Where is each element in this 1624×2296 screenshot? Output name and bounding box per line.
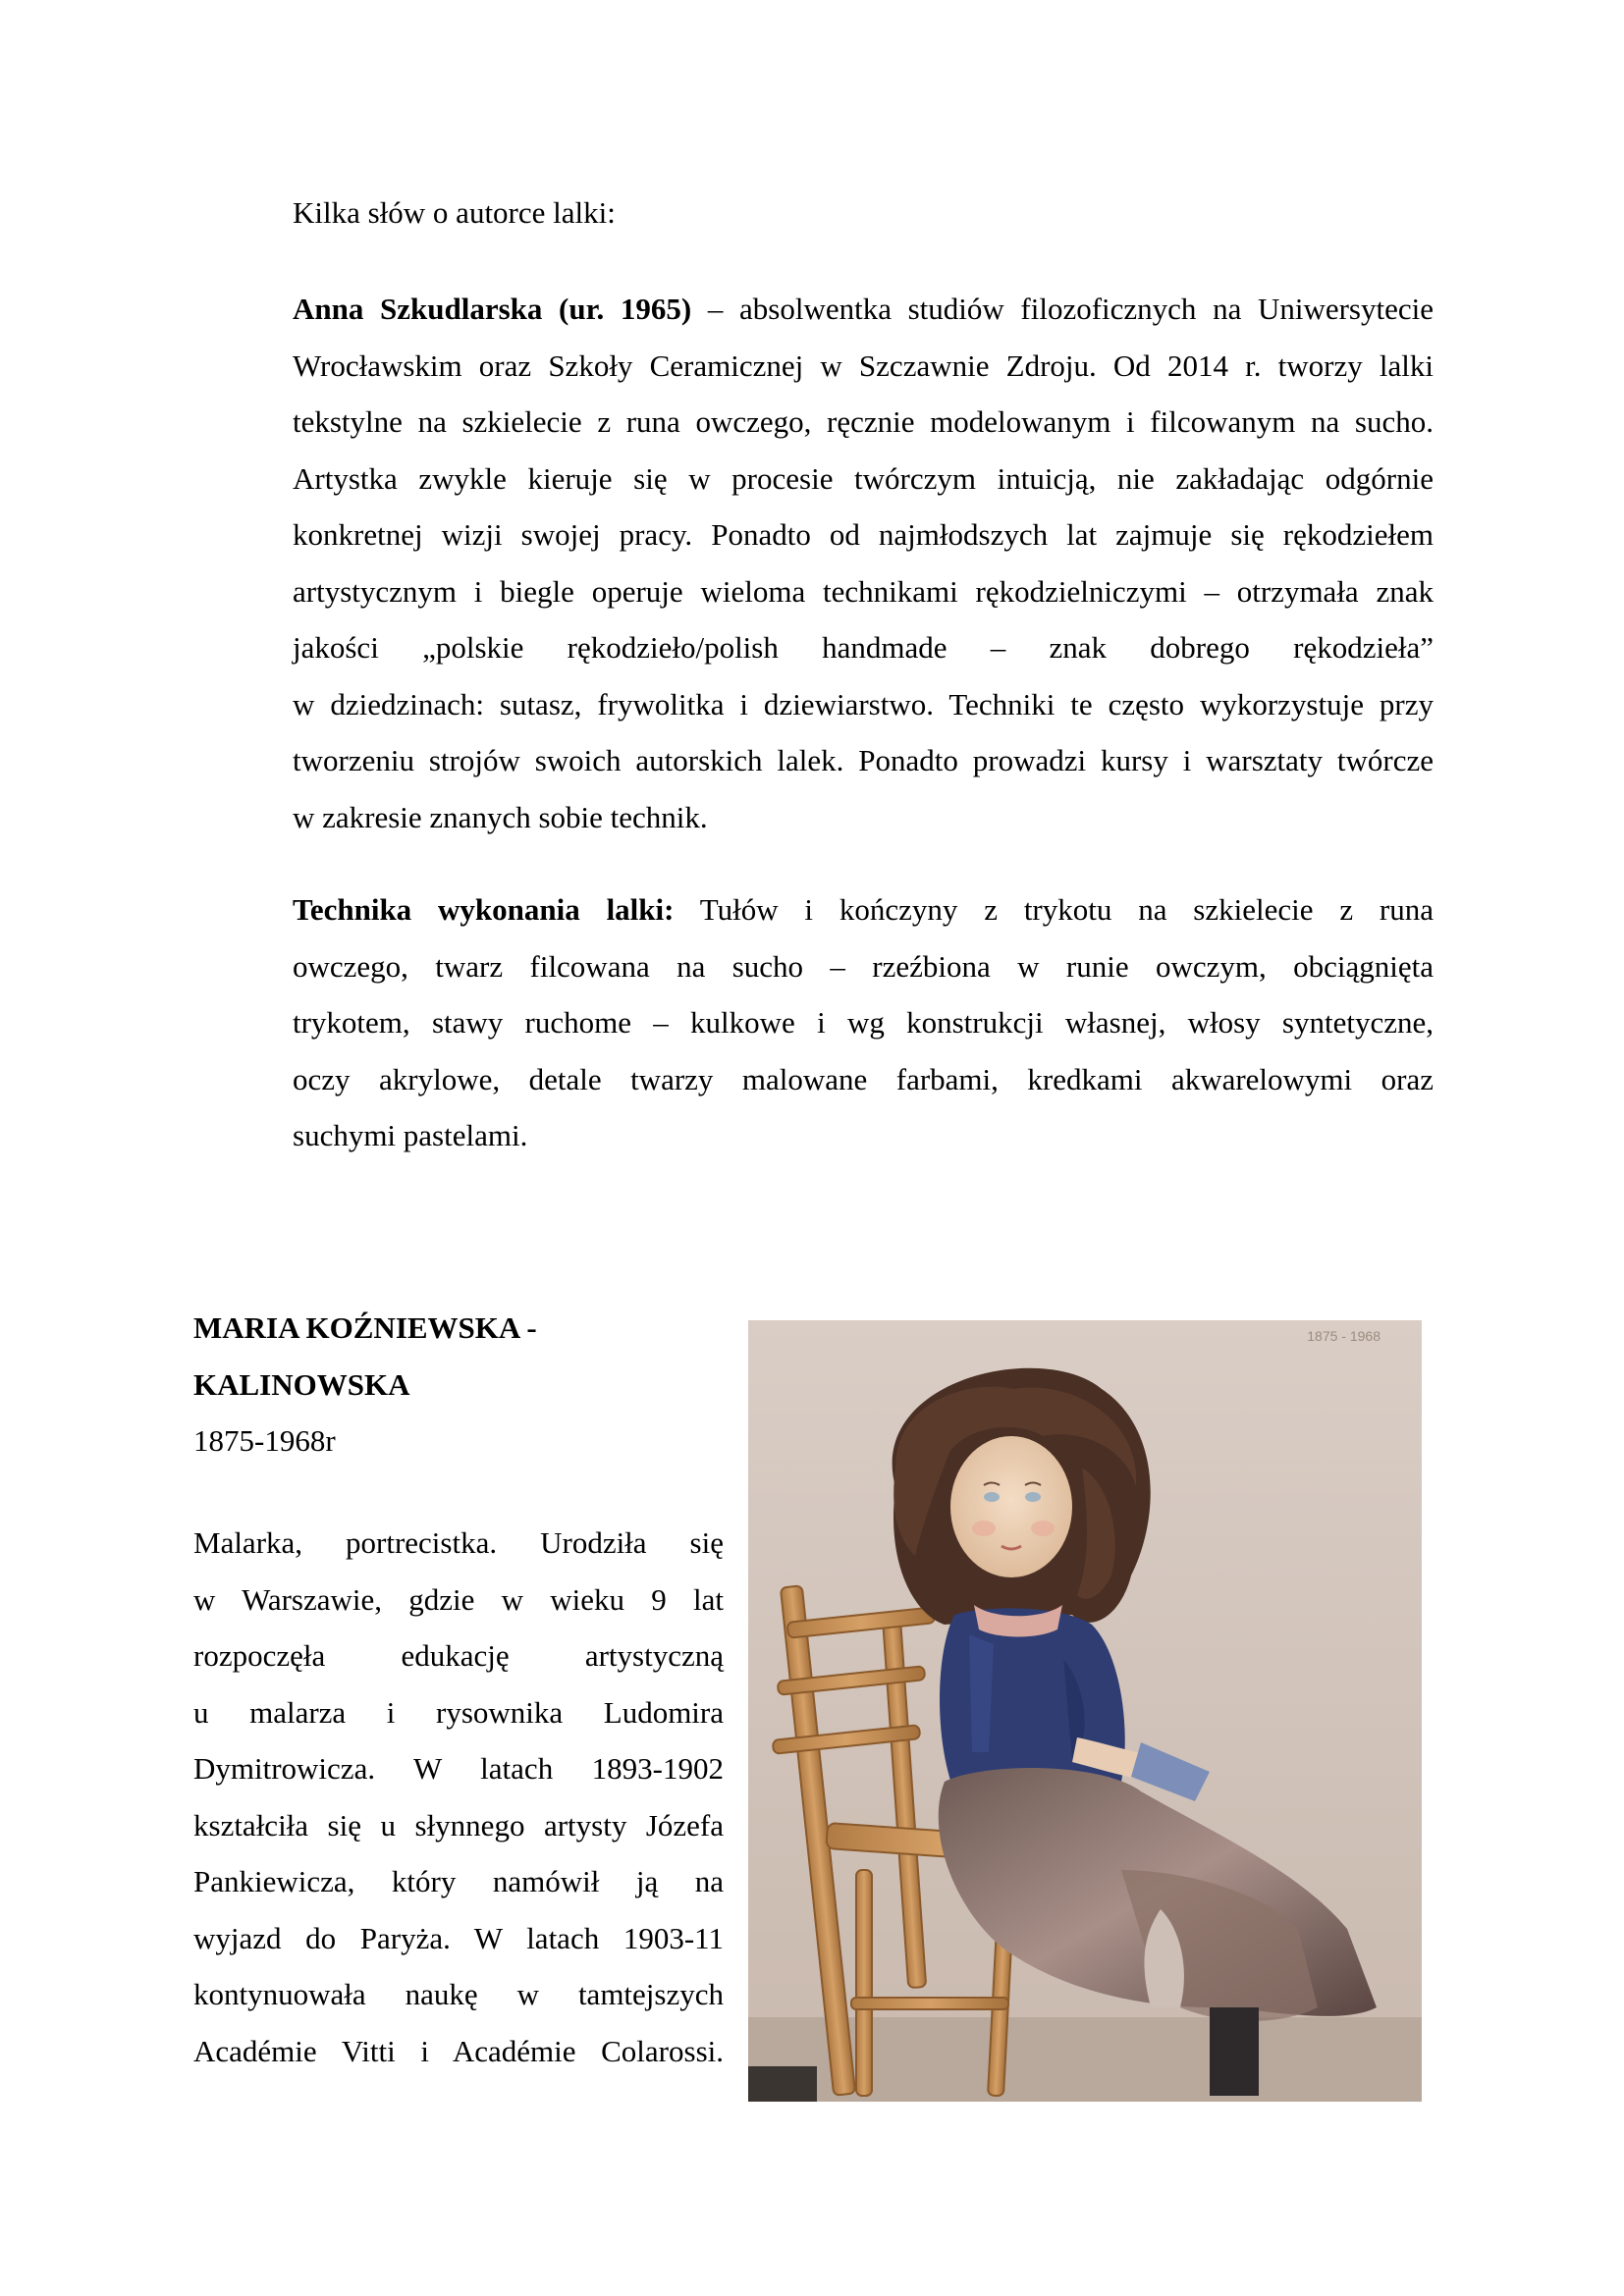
maria-bio-line: Pankiewicza, który namówił ją na [193,1864,724,1898]
intro-heading: Kilka słów o autorce lalki: [293,195,616,230]
maria-bio-line: Académie Vitti i Académie Colarossi. [193,2033,724,2068]
bio-line: jakości „polskie rękodzieło/polish handmade – znak dobrego rękodzieła” [293,630,1434,665]
maria-bio-line: kontynuowała naukę w tamtejszych [193,1977,724,2011]
bio-line: Wrocławskim oraz Szkoły Ceramicznej w Szczawnie Zdroju. Od 2014 r. tworzy lalki [293,347,1434,383]
maria-name: MARIA KOŹNIEWSKA - [193,1310,537,1345]
bio-line: w zakresie znanych sobie technik. [293,799,708,834]
bio-line: Anna Szkudlarska (ur. 1965) – absolwentka studiów filozoficznych na Uniwersytecie [293,292,1434,326]
maria-bio [193,1515,724,2079]
technique-line: trykotem, stawy ruchome – kulkowe i wg konstrukcji własnej, włosy syntetyczne, [293,1005,1434,1040]
maria-bio-line: rozpoczęła edukację artystyczną [193,1638,724,1673]
maria-bio-line: Dymitrowicza. W latach 1893-1902 [193,1751,724,1786]
technique-paragraph [293,881,1434,1164]
maria-heading [193,1300,704,1469]
author-name: Anna Szkudlarska (ur. 1965) [293,292,692,326]
maria-bio-line: wyjazd do Paryża. W latach 1903-11 [193,1920,724,1955]
technique-line: Technika wykonania lalki: Tułów i kończyny z trykotu na szkielecie z runa [293,892,1435,927]
maria-bio-line: u malarza i rysownika Ludomira [193,1694,724,1730]
maria-bio-line: w Warszawie, gdzie w wieku 9 lat [193,1581,724,1617]
technique-line: owczego, twarz filcowana na sucho – rzeźbiona w runie owczym, obciągnięta [293,948,1434,984]
photo-caption: 1875 - 1968 [1307,1328,1380,1344]
bio-line: tworzeniu strojów swoich autorskich lalek. Ponadto prowadzi kursy i warsztaty twórcze [293,743,1434,777]
maria-bio-line: Malarka, portrecistka. Urodziła się [193,1525,724,1560]
bio-line: w dziedzinach: sutasz, frywolitka i dziewiarstwo. Techniki te często wykorzystuje przy [293,686,1434,721]
maria-dates: 1875-1968r [193,1423,336,1458]
author-bio [293,281,1434,845]
maria-name-cont: KALINOWSKA [193,1366,410,1402]
technique-line: suchymi pastelami. [293,1118,528,1152]
doll-photo [748,1320,1422,2102]
bio-line: tekstylne na szkielecie z runa owczego, ręcznie modelowanym i filcowanym na sucho. [293,404,1434,439]
bio-line: Artystka zwykle kieruje się w procesie twórczym intuicją, nie zakładając odgórnie [293,460,1434,496]
maria-bio-line: kształciła się u słynnego artysty Józefa [193,1807,724,1842]
bio-line: artystycznym i biegle operuje wieloma technikami rękodzielniczymi – otrzymała znak [293,573,1434,609]
doll-illustration [748,1320,1422,2102]
bio-line: konkretnej wizji swojej pracy. Ponadto od najmłodszych lat zajmuje się rękodziełem [293,517,1434,552]
technique-label: Technika wykonania lalki: [293,892,675,927]
technique-line: oczy akrylowe, detale twarzy malowane farbami, kredkami akwarelowymi oraz [293,1061,1434,1096]
